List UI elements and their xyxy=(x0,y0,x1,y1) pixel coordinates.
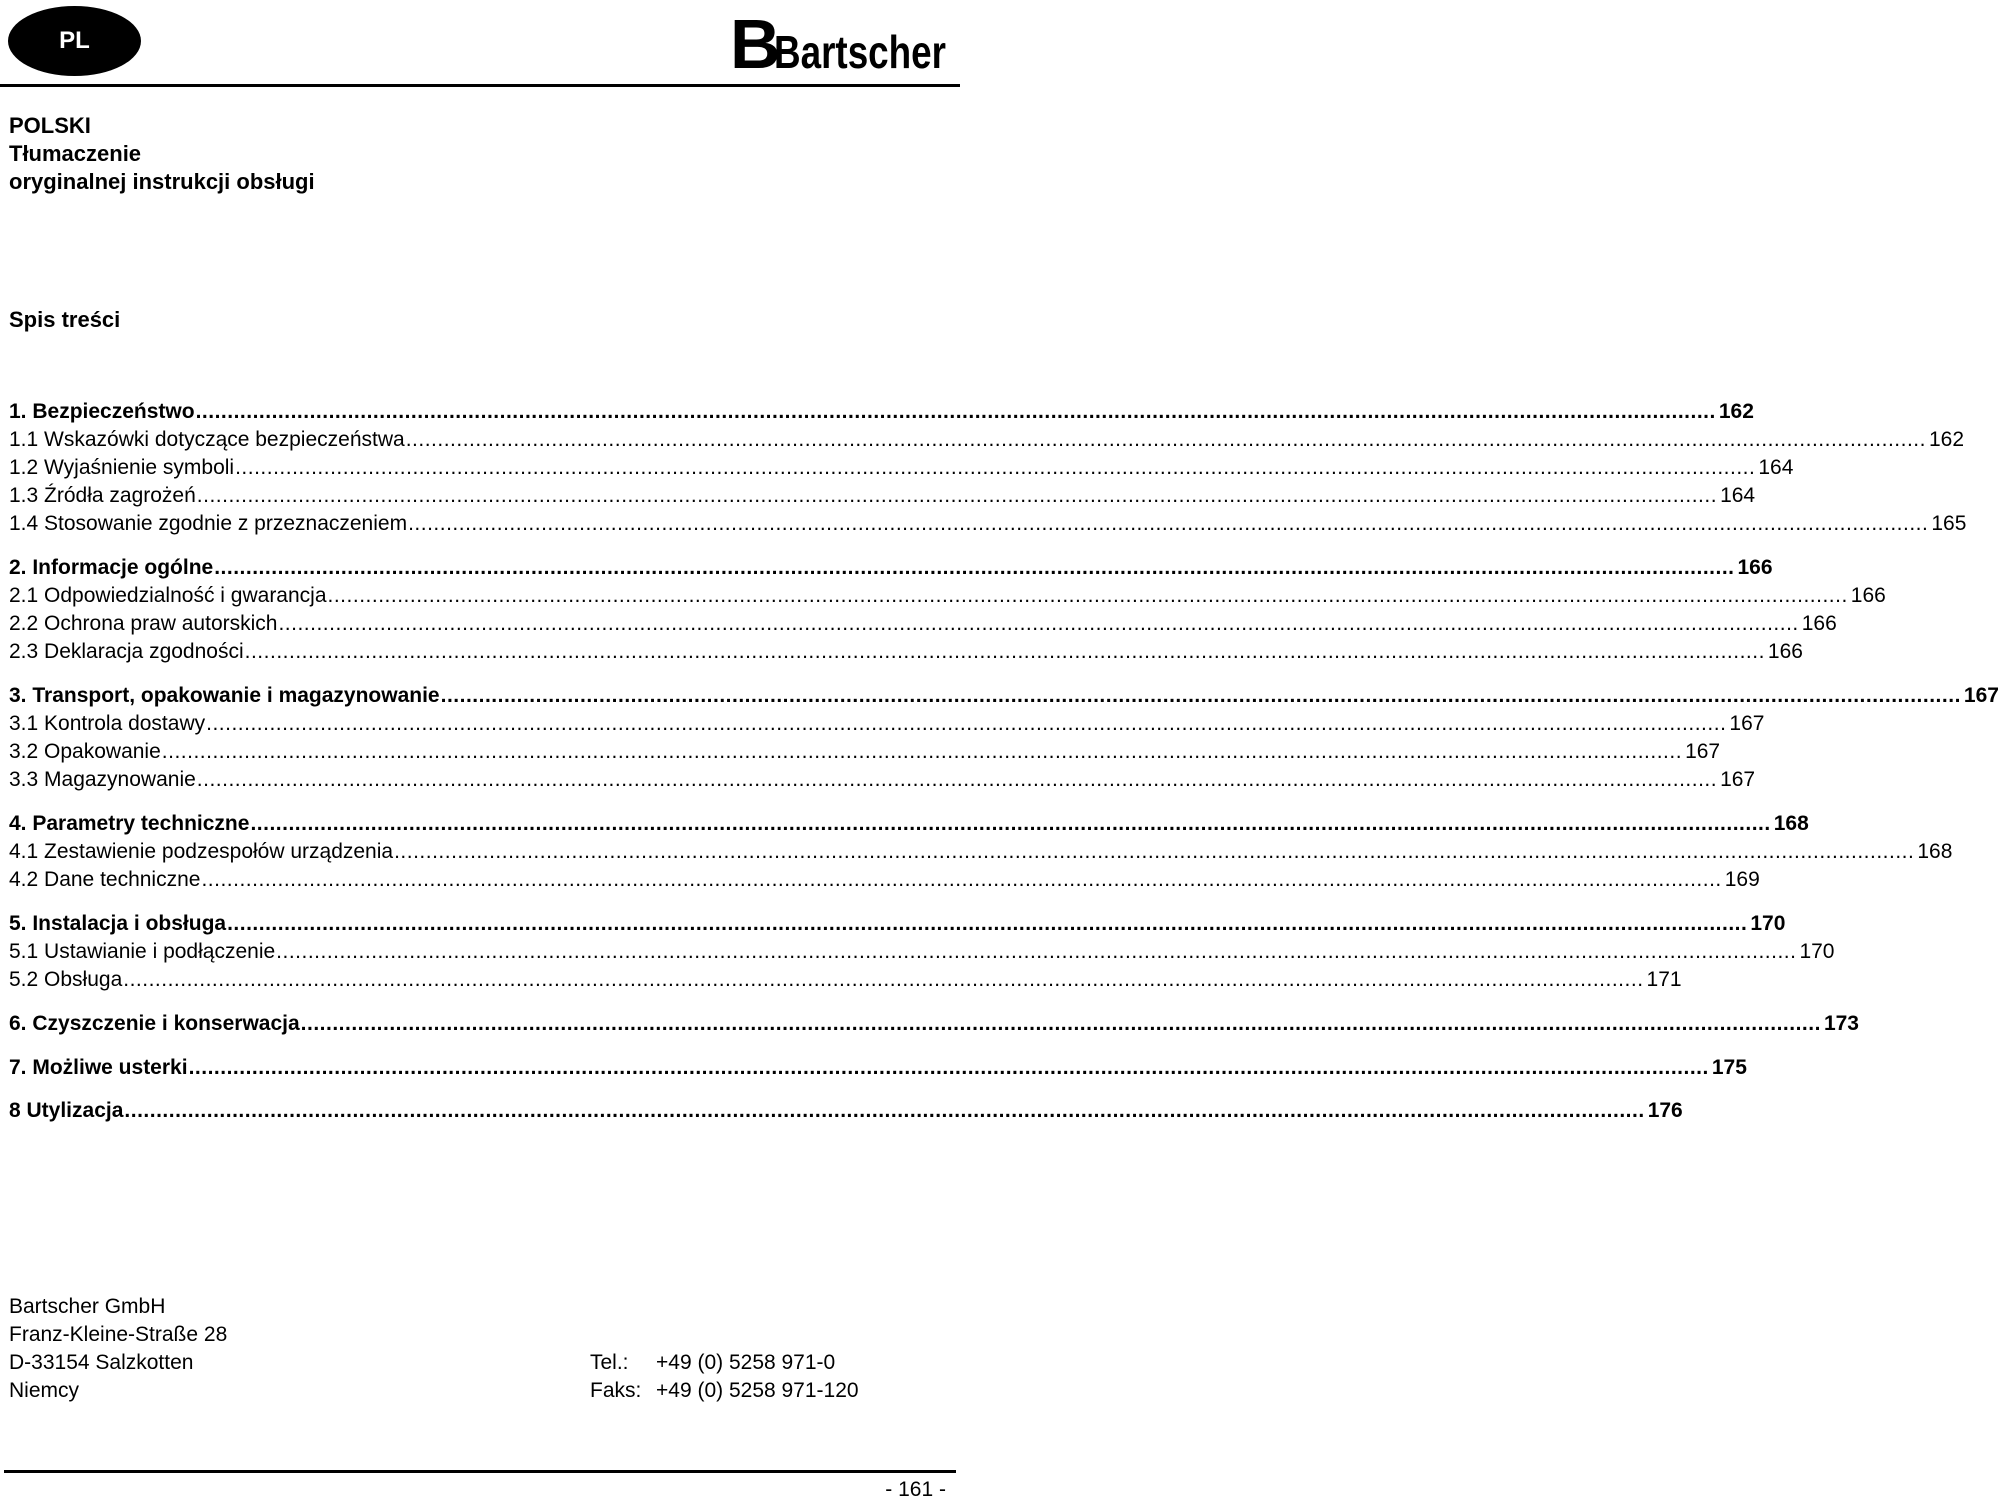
fax-value: +49 (0) 5258 971-120 xyxy=(656,1379,859,1402)
toc-section xyxy=(9,966,1682,994)
footer-divider xyxy=(4,1470,956,1473)
toc-entry-page: 167 xyxy=(1729,712,1765,735)
toc-dot-leader xyxy=(197,766,1717,794)
phone-label: Tel.: xyxy=(590,1351,629,1374)
toc-entry-page: 166 xyxy=(1801,612,1837,635)
toc-dot-leader xyxy=(201,866,1721,894)
logo-initial: B xyxy=(730,5,781,83)
toc-entry-page: 175 xyxy=(1711,1056,1747,1079)
toc-entry-label: 2.3 Deklaracja zgodności xyxy=(9,640,244,663)
toc-dot-leader xyxy=(123,966,1643,994)
toc-entry-page: 164 xyxy=(1720,484,1756,507)
toc-section xyxy=(9,510,1967,538)
toc-section xyxy=(9,866,1760,894)
toc-entry-label: 1.3 Źródła zagrożeń xyxy=(9,484,196,507)
toc-entry-label: 4.2 Dane techniczne xyxy=(9,868,201,891)
toc-entry-page: 170 xyxy=(1799,940,1835,963)
toc-entry-page: 167 xyxy=(1963,684,1999,707)
toc-dot-leader xyxy=(408,510,1928,538)
toc-chapter xyxy=(9,810,1809,838)
toc-entry-page: 176 xyxy=(1647,1099,1683,1122)
toc-section xyxy=(9,838,1953,866)
toc-entry-label: 3.1 Kontrola dostawy xyxy=(9,712,206,735)
toc-entry-label: 1.2 Wyjaśnienie symboli xyxy=(9,456,235,479)
toc-section xyxy=(9,738,1721,766)
toc-entry-page: 166 xyxy=(1767,640,1803,663)
toc-entry-label: 2.1 Odpowiedzialność i gwarancja xyxy=(9,584,327,607)
toc-entry-label: 4.1 Zestawienie podzespołów urządzenia xyxy=(9,840,394,863)
toc-dot-leader xyxy=(245,638,1765,666)
toc-entry-label: 5. Instalacja i obsługa xyxy=(9,912,227,935)
toc-dot-leader xyxy=(278,610,1798,638)
company-city: D-33154 Salzkotten xyxy=(9,1351,194,1374)
toc-section xyxy=(9,938,1835,966)
company-name: Bartscher GmbH xyxy=(9,1295,166,1318)
toc-entry-label: 5.1 Ustawianie i podłączenie xyxy=(9,940,276,963)
toc-chapter xyxy=(9,910,1786,938)
toc-dot-leader xyxy=(197,482,1717,510)
toc-section xyxy=(9,582,1886,610)
fax-line xyxy=(590,1377,859,1405)
toc-dot-leader xyxy=(301,1010,1821,1038)
toc-section xyxy=(9,638,1803,666)
document-title xyxy=(9,112,315,196)
phone-value: +49 (0) 5258 971-0 xyxy=(656,1351,836,1374)
toc-chapter xyxy=(9,682,1999,710)
toc-section xyxy=(9,610,1837,638)
logo-text: Bartscher xyxy=(774,26,947,78)
company-address xyxy=(9,1293,227,1405)
toc-dot-leader xyxy=(406,426,1926,454)
toc-entry-page: 168 xyxy=(1773,812,1809,835)
header-divider xyxy=(0,84,960,87)
toc-entry-page: 171 xyxy=(1646,968,1682,991)
title-translation: Tłumaczenie xyxy=(9,141,142,166)
toc-chapter xyxy=(9,1097,1683,1125)
toc-entry-label: 7. Możliwe usterki xyxy=(9,1056,188,1079)
toc-entry-page: 166 xyxy=(1850,584,1886,607)
toc-dot-leader xyxy=(250,810,1770,838)
toc-chapter xyxy=(9,1010,1859,1038)
toc-entry-page: 168 xyxy=(1917,840,1953,863)
toc-entry-label: 3.2 Opakowanie xyxy=(9,740,161,763)
toc-entry-page: 164 xyxy=(1758,456,1794,479)
page-number: - 161 - xyxy=(885,1478,946,1501)
toc-entry-label: 6. Czyszczenie i konserwacja xyxy=(9,1012,300,1035)
toc-entry-page: 162 xyxy=(1928,428,1965,451)
toc-section xyxy=(9,482,1756,510)
toc-entry-label: 5.2 Obsługa xyxy=(9,968,123,991)
toc-dot-leader xyxy=(206,710,1726,738)
toc-dot-leader xyxy=(235,454,1755,482)
language-badge xyxy=(8,6,141,76)
phone-line xyxy=(590,1349,859,1377)
company-country: Niemcy xyxy=(9,1379,80,1402)
toc-entry-label: 2.2 Ochrona praw autorskich xyxy=(9,612,278,635)
toc-entry-label: 3. Transport, opakowanie i magazynowanie xyxy=(9,684,440,707)
page-header xyxy=(0,0,960,90)
toc-dot-leader xyxy=(196,398,1716,426)
toc-dot-leader xyxy=(227,910,1747,938)
toc-section xyxy=(9,454,1794,482)
toc-chapter xyxy=(9,398,1754,426)
toc-entry-label: 3.3 Magazynowanie xyxy=(9,768,196,791)
language-code: PL xyxy=(59,27,90,54)
toc-entry-label: 1.4 Stosowanie zgodnie z przeznaczeniem xyxy=(9,512,408,535)
toc-dot-leader xyxy=(394,838,1914,866)
toc-entry-page: 169 xyxy=(1724,868,1760,891)
company-contact xyxy=(590,1349,859,1405)
toc-heading: Spis treści xyxy=(9,307,121,332)
fax-label: Faks: xyxy=(590,1379,642,1402)
toc-dot-leader xyxy=(328,582,1848,610)
toc-entry-page: 162 xyxy=(1718,400,1754,423)
toc-dot-leader xyxy=(214,554,1734,582)
toc-entry-page: 173 xyxy=(1823,1012,1859,1035)
toc-entry-label: 4. Parametry techniczne xyxy=(9,812,250,835)
toc-entry-page: 166 xyxy=(1737,556,1773,579)
toc-chapter xyxy=(9,554,1773,582)
toc-entry-page: 167 xyxy=(1720,768,1756,791)
toc-dot-leader xyxy=(162,738,1682,766)
bartscher-logo xyxy=(728,5,950,83)
toc-section xyxy=(9,426,1965,454)
toc-entry-label: 8 Utylizacja xyxy=(9,1099,124,1122)
toc-chapter xyxy=(9,1054,1747,1082)
company-street: Franz-Kleine-Straße 28 xyxy=(9,1323,228,1346)
toc-entry-label: 2. Informacje ogólne xyxy=(9,556,214,579)
toc-dot-leader xyxy=(276,938,1796,966)
toc-entry-page: 165 xyxy=(1931,512,1967,535)
toc-dot-leader xyxy=(124,1097,1644,1125)
toc-dot-leader xyxy=(441,682,1961,710)
toc-section xyxy=(9,766,1756,794)
toc-entry-page: 167 xyxy=(1685,740,1721,763)
title-language: POLSKI xyxy=(9,113,91,138)
toc-entry-page: 170 xyxy=(1750,912,1786,935)
title-subtitle: oryginalnej instrukcji obsługi xyxy=(9,169,315,194)
toc-entry-label: 1. Bezpieczeństwo xyxy=(9,400,195,423)
toc-dot-leader xyxy=(189,1054,1709,1082)
toc-section xyxy=(9,710,1765,738)
toc-entry-label: 1.1 Wskazówki dotyczące bezpieczeństwa xyxy=(9,428,405,451)
